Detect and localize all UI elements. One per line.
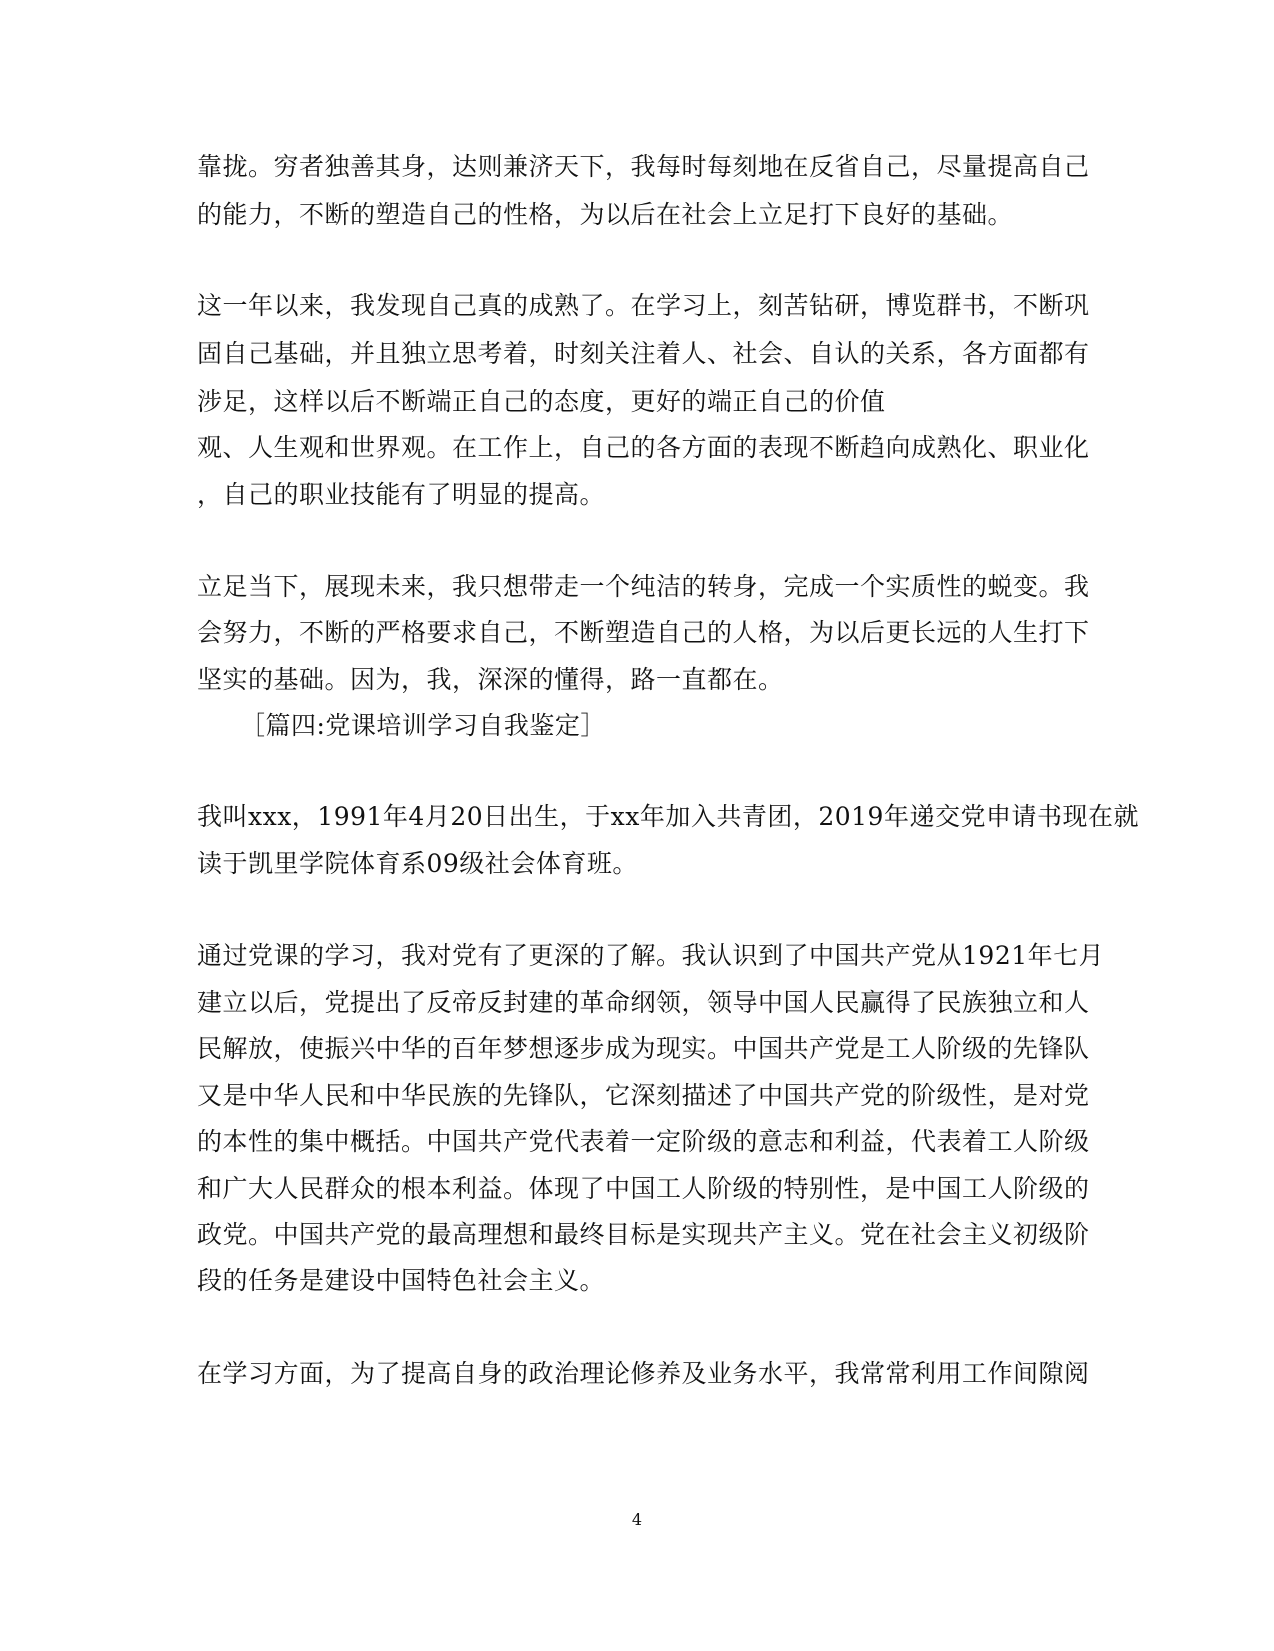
paragraph-5-line-6: 和广大人民群众的根本利益。体现了中国工人阶级的特别性，是中国工人阶级的 — [197, 1174, 1090, 1203]
paragraph-4-line-2: 读于凯里学院体育系09级社会体育班。 — [197, 849, 638, 878]
paragraph-6-line-1: 在学习方面，为了提高自身的政治理论修养及业务水平，我常常利用工作间隙阅 — [197, 1359, 1090, 1388]
paragraph-5-line-3: 民解放，使振兴中华的百年梦想逐步成为现实。中国共产党是工人阶级的先锋队 — [197, 1034, 1090, 1063]
paragraph-5-line-5: 的本性的集中概括。中国共产党代表着一定阶级的意志和利益，代表着工人阶级 — [197, 1127, 1090, 1156]
paragraph-1-line-2: 的能力，不断的塑造自己的性格，为以后在社会上立足打下良好的基础。 — [197, 200, 1014, 229]
paragraph-5-line-8: 段的任务是建设中国特色社会主义。 — [197, 1266, 606, 1295]
paragraph-2-line-2: 固自己基础，并且独立思考着，时刻关注着人、社会、自认的关系，各方面都有 — [197, 339, 1090, 368]
page-number: 4 — [631, 1510, 643, 1529]
paragraph-2-line-1: 这一年以来，我发现自己真的成熟了。在学习上，刻苦钻研，博览群书，不断巩 — [197, 291, 1090, 320]
paragraph-2-line-4: 观、人生观和世界观。在工作上，自己的各方面的表现不断趋向成熟化、职业化 — [197, 433, 1090, 462]
paragraph-3-line-1: 立足当下，展现未来，我只想带走一个纯洁的转身，完成一个实质性的蜕变。我 — [197, 572, 1090, 601]
paragraph-5-line-7: 政党。中国共产党的最高理想和最终目标是实现共产主义。党在社会主义初级阶 — [197, 1220, 1090, 1249]
paragraph-5-line-1: 通过党课的学习，我对党有了更深的了解。我认识到了中国共产党从1921年七月 — [197, 941, 1105, 970]
paragraph-3-line-2: 会努力，不断的严格要求自己，不断塑造自己的人格，为以后更长远的人生打下 — [197, 618, 1090, 647]
paragraph-2-line-3: 涉足，这样以后不断端正自己的态度，更好的端正自己的价值 — [197, 387, 886, 416]
paragraph-5-line-4: 又是中华人民和中华民族的先锋队，它深刻描述了中国共产党的阶级性，是对党 — [197, 1081, 1090, 1110]
section-heading: ［篇四:党课培训学习自我鉴定］ — [240, 711, 606, 740]
paragraph-3-line-3: 坚实的基础。因为，我，深深的懂得，路一直都在。 — [197, 665, 784, 694]
paragraph-2-line-5: ，自己的职业技能有了明显的提高。 — [197, 480, 606, 509]
paragraph-1-line-1: 靠拢。穷者独善其身，达则兼济天下，我每时每刻地在反省自己，尽量提高自己 — [197, 152, 1090, 181]
paragraph-5-line-2: 建立以后，党提出了反帝反封建的革命纲领，领导中国人民赢得了民族独立和人 — [197, 988, 1090, 1017]
paragraph-4-line-1: 我叫xxx，1991年4月20日出生，于xx年加入共青团，2019年递交党申请书现在就 — [197, 802, 1139, 831]
